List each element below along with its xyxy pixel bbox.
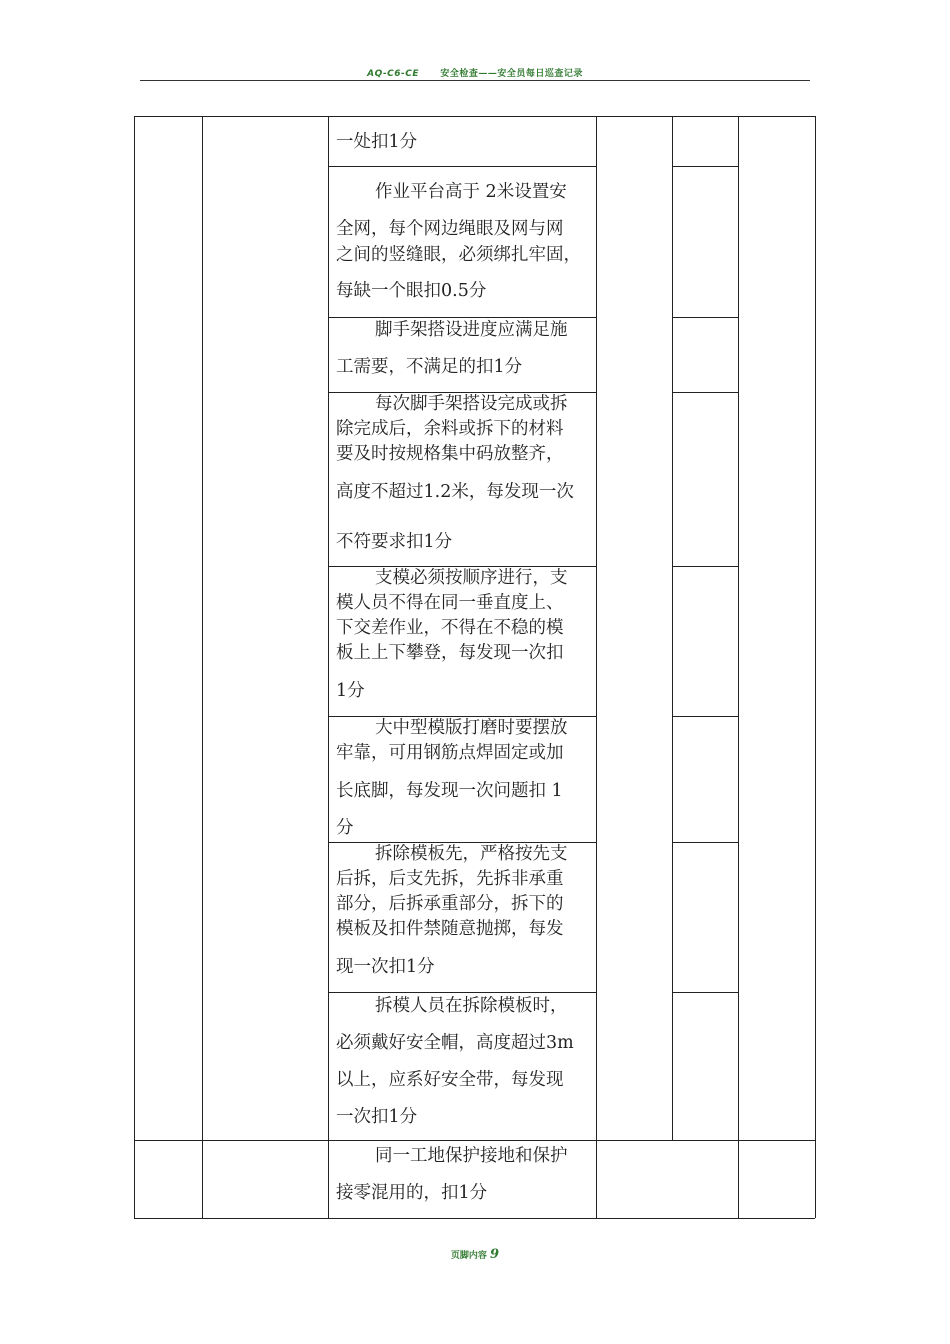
- criteria-line: 全网，每个网边绳眼及网与网: [336, 219, 564, 239]
- criteria-line: 工需要，不满足的扣1分: [336, 357, 523, 377]
- criteria-line: 拆除模板先，严格按先支: [375, 844, 568, 864]
- criteria-line: 大中型模版打磨时要摆放: [375, 718, 568, 738]
- criteria-line: 之间的竖缝眼，必须绑扎牢固，: [336, 245, 581, 265]
- criteria-line: 下交差作业，不得在不稳的模: [336, 618, 564, 638]
- page-footer: [0, 1247, 950, 1262]
- criteria-line: 高度不超过1.2米，每发现一次: [336, 482, 574, 502]
- criteria-line: 不符要求扣1分: [336, 532, 453, 552]
- criteria-line: 部分，后拆承重部分，拆下的: [336, 894, 564, 914]
- criteria-line: 除完成后，余料或拆下的材料: [336, 419, 564, 439]
- criteria-cell: [336, 1142, 590, 1207]
- criteria-line: 现一次扣1分: [336, 957, 435, 977]
- col-border: [328, 116, 329, 1218]
- criteria-cell: [336, 716, 590, 841]
- criteria-cell: [336, 992, 590, 1131]
- criteria-cell: [336, 178, 590, 304]
- row-divider: [672, 842, 738, 843]
- criteria-line: 同一工地保护接地和保护: [375, 1146, 568, 1166]
- criteria-line: 拆模人员在拆除模板时，: [375, 996, 568, 1016]
- criteria-line: 板上上下攀登，每发现一次扣: [336, 643, 564, 663]
- header-code: AQ-C6-CE: [367, 69, 420, 79]
- criteria-line: 分: [336, 818, 354, 838]
- criteria-line: 每次脚手架搭设完成或拆: [375, 394, 568, 414]
- page-number: 9: [490, 1247, 500, 1262]
- row-divider: [672, 166, 738, 167]
- criteria-line: 接零混用的，扣1分: [336, 1183, 488, 1203]
- table-top-border: [134, 116, 815, 117]
- criteria-cell: [336, 566, 590, 704]
- col-border: [202, 116, 203, 1218]
- criteria-line: 模人员不得在同一垂直度上、: [336, 593, 564, 613]
- criteria-line: 后拆，后支先拆，先拆非承重: [336, 869, 564, 889]
- col-border: [738, 116, 739, 1218]
- row-divider: [672, 566, 738, 567]
- criteria-line: 每缺一个眼扣0.5分: [336, 281, 487, 301]
- criteria-line: 一次扣1分: [336, 1107, 418, 1127]
- footer-label: 页脚内容: [450, 1251, 487, 1261]
- criteria-line: 作业平台高于 2米设置安: [375, 182, 567, 202]
- row-divider: [672, 392, 738, 393]
- col-border: [672, 116, 673, 1140]
- criteria-cell: [336, 392, 590, 555]
- criteria-cell: [336, 842, 590, 980]
- criteria-line: 模板及扣件禁随意抛掷，每发: [336, 919, 564, 939]
- row-divider: [672, 716, 738, 717]
- section-divider: [134, 1140, 815, 1141]
- table-bottom-border: [134, 1218, 815, 1219]
- row-divider: [328, 166, 596, 167]
- criteria-line: 一处扣1分: [336, 132, 418, 152]
- criteria-line: 必须戴好安全帽，高度超过3m: [336, 1033, 574, 1053]
- criteria-line: 脚手架搭设进度应满足施: [375, 320, 568, 340]
- criteria-line: 支模必须按顺序进行，支: [375, 568, 568, 588]
- header-title: 安全检查——安全员每日巡查记录: [440, 69, 583, 79]
- criteria-cell: [336, 128, 590, 153]
- criteria-line: 要及时按规格集中码放整齐，: [336, 444, 564, 464]
- row-divider: [672, 992, 738, 993]
- criteria-cell: [336, 316, 590, 381]
- col-border: [134, 116, 135, 1218]
- col-border: [596, 116, 597, 1218]
- row-divider: [672, 317, 738, 318]
- criteria-line: 长底脚，每发现一次问题扣 1: [336, 781, 563, 801]
- col-border: [815, 116, 816, 1218]
- criteria-line: 以上，应系好安全带，每发现: [336, 1070, 564, 1090]
- criteria-line: 牢靠，可用钢筋点焊固定或加: [336, 743, 564, 763]
- criteria-line: 1分: [336, 681, 365, 701]
